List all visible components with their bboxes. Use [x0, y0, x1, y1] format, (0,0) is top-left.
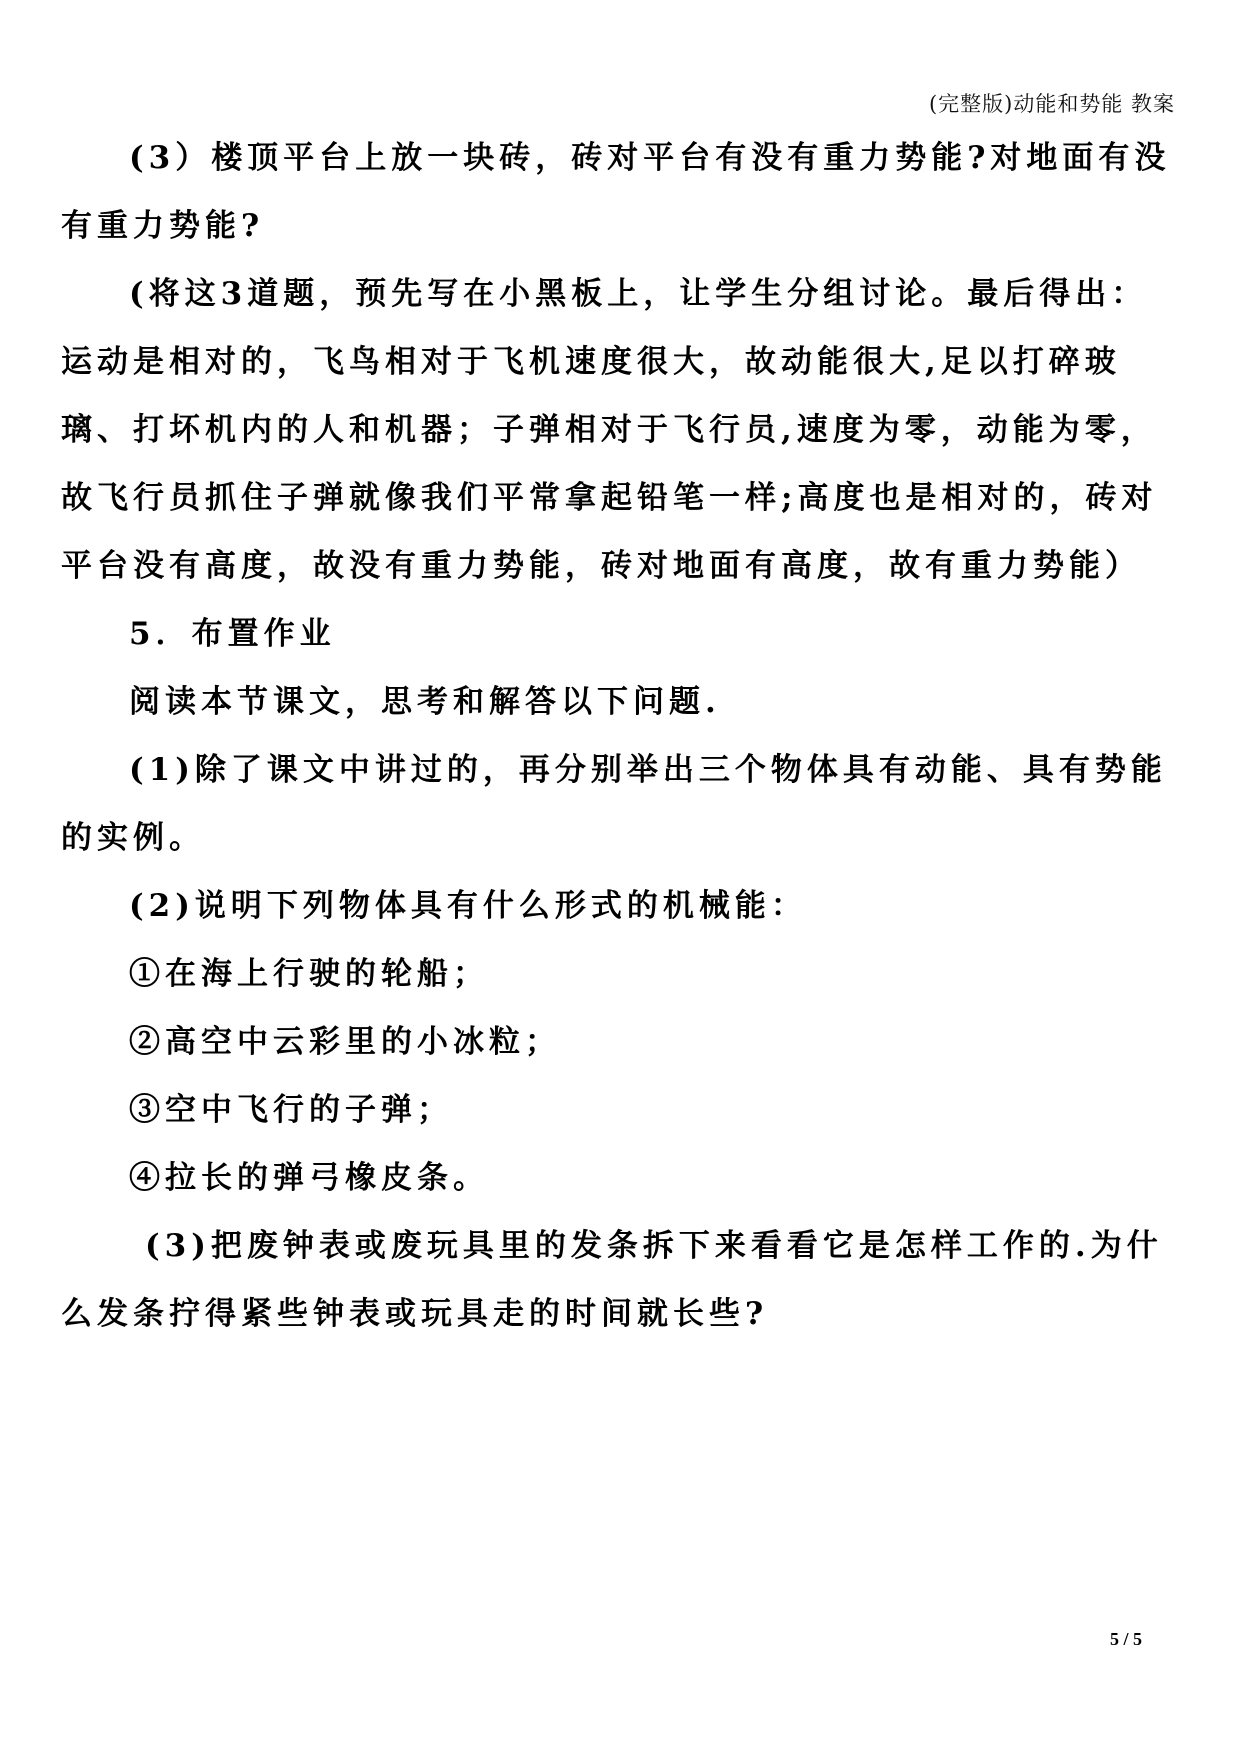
- homework-question-3: (3)把废钟表或废玩具里的发条拆下来看看它是怎样工作的.为什么发条拧得紧些钟表或玩具走的时间就长些?: [61, 1228, 1163, 1332]
- list-item: ①在海上行驶的轮船；: [129, 956, 489, 992]
- homework-question-2: (2)说明下列物体具有什么形式的机械能：: [129, 888, 807, 924]
- page-number: 5 / 5: [1110, 1629, 1143, 1649]
- document-body: [61, 124, 1181, 1348]
- list-item: ②高空中云彩里的小冰粒；: [129, 1024, 561, 1060]
- homework-question-1: (1)除了课文中讲过的，再分别举出三个物体具有动能、具有势能的实例。: [61, 752, 1167, 856]
- homework-heading: 5．布置作业: [129, 616, 336, 652]
- list-item: ③空中飞行的子弹；: [129, 1092, 453, 1128]
- question-3-paragraph: (3）楼顶平台上放一块砖，砖对平台有没有重力势能?对地面有没有重力势能?: [61, 140, 1171, 244]
- document-header: (完整版)动能和势能 教案: [928, 92, 1175, 116]
- homework-intro: 阅读本节课文，思考和解答以下问题.: [129, 684, 721, 720]
- list-item: ④拉长的弹弓橡皮条。: [129, 1160, 489, 1196]
- discussion-paragraph: (将这3道题，预先写在小黑板上，让学生分组讨论。最后得出：运动是相对的，飞鸟相对于飞机速度很大，故动能很大,足以打碎玻璃、打坏机内的人和机器；子弹相对于飞行员,速度为零，动能为零，故飞行员抓住子弹就像我们平常拿起铅笔一样;高度也是相对的，砖对平台没有高度，故没有重力势能，砖对地面有高度，故有重力势能）: [61, 276, 1158, 584]
